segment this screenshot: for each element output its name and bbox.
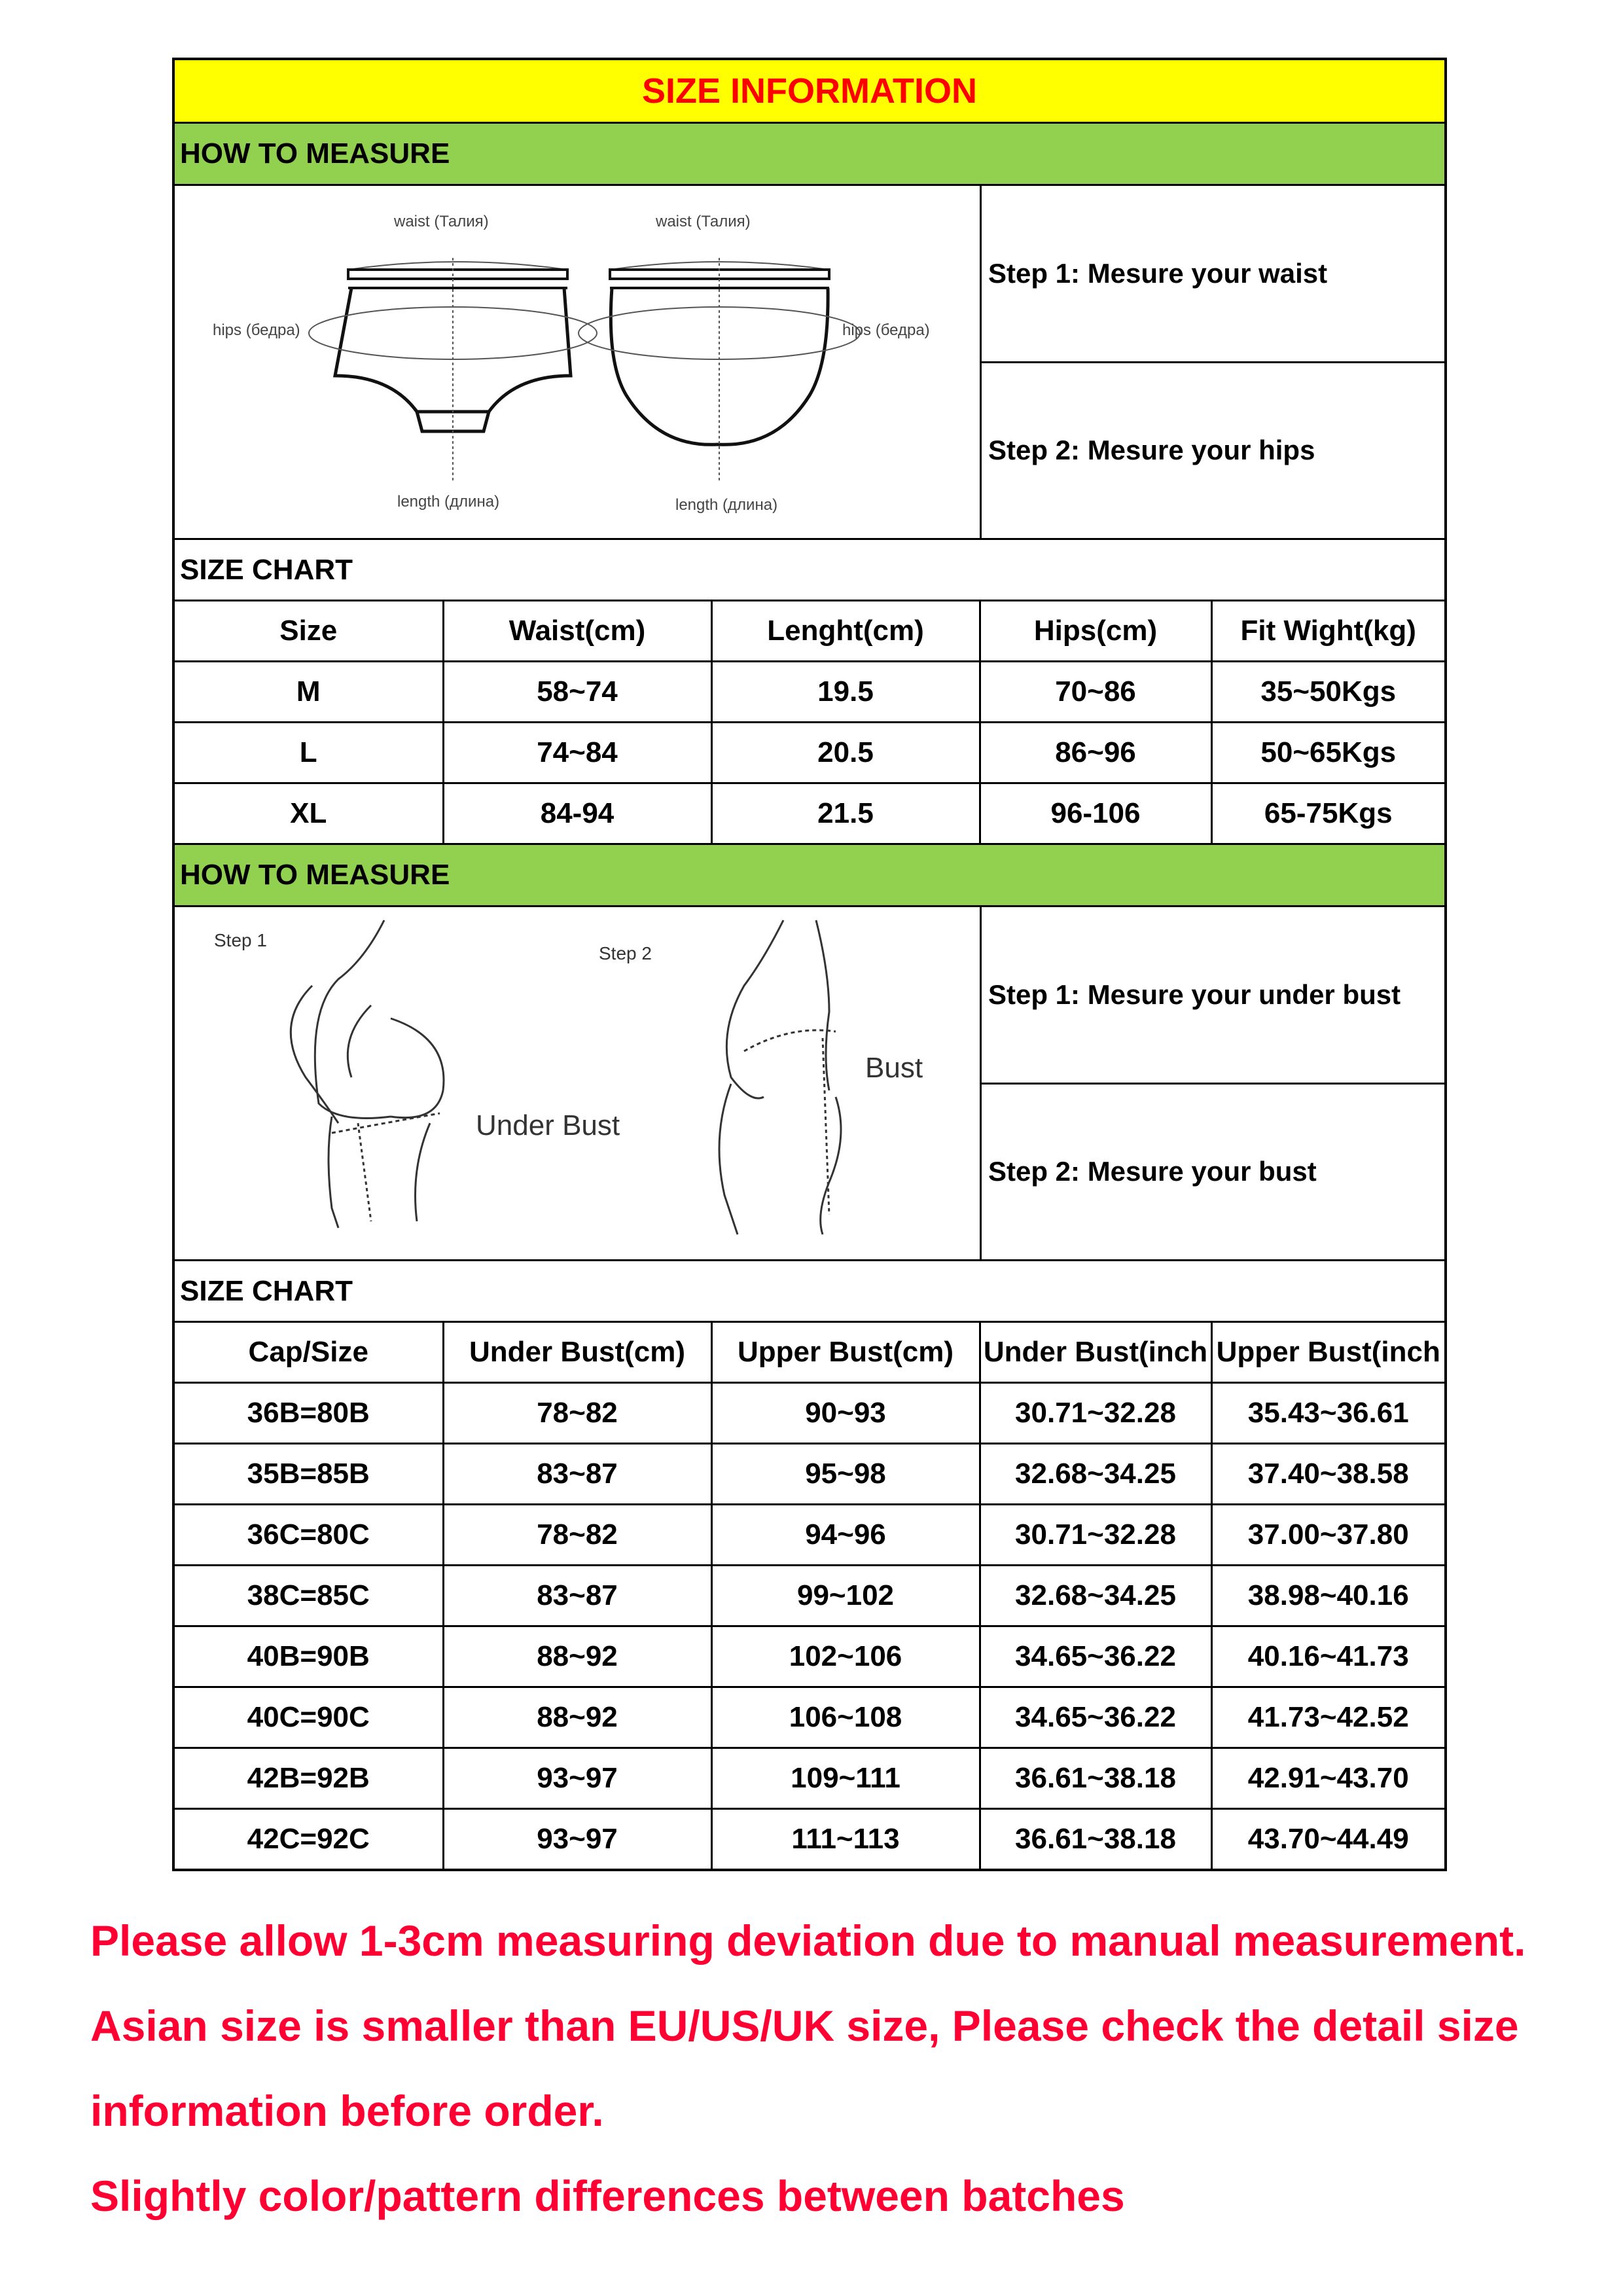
panty-step-2: Step 2: Mesure your hips (982, 361, 1444, 539)
disclaimer-notes (90, 1898, 1596, 2238)
bra-measure-block (175, 907, 1444, 1261)
hips-label-left: hips (бедра) (213, 321, 300, 339)
table-cell: 65-75Kgs (1211, 783, 1444, 844)
table-cell: 40C=90C (175, 1687, 443, 1748)
bra-how-to-measure-heading: HOW TO MEASURE (175, 843, 1444, 907)
waist-label-left: waist (Талия) (394, 213, 489, 230)
length-label-left: length (длина) (397, 493, 500, 511)
table-cell: 36.61~38.18 (980, 1809, 1211, 1869)
table-cell: 42C=92C (175, 1809, 443, 1869)
hips-label-right: hips (бедра) (842, 321, 930, 339)
table-cell: 38.98~40.16 (1211, 1566, 1444, 1626)
table-cell: 36.61~38.18 (980, 1748, 1211, 1809)
table-cell: 74~84 (443, 723, 711, 783)
table-row (175, 1505, 1444, 1566)
table-cell: 83~87 (443, 1566, 711, 1626)
bra-measure-illustration (175, 907, 982, 1259)
table-cell: 37.40~38.58 (1211, 1444, 1444, 1505)
table-row (175, 1566, 1444, 1626)
table-row (175, 1383, 1444, 1444)
bust-figure-label: Bust (865, 1052, 923, 1084)
table-cell: 37.00~37.80 (1211, 1505, 1444, 1566)
table-cell: 90~93 (711, 1383, 980, 1444)
column-header: Size (175, 601, 443, 662)
bra-size-chart-label: SIZE CHART (175, 1261, 1444, 1323)
bra-step2-figure-label: Step 2 (599, 943, 652, 963)
table-cell: 93~97 (443, 1809, 711, 1869)
table-cell: 34.65~36.22 (980, 1626, 1211, 1687)
note-line: Please allow 1-3cm measuring deviation due to manual measurement. (90, 1916, 1526, 1965)
table-cell: 32.68~34.25 (980, 1566, 1211, 1626)
column-header: Hips(cm) (980, 601, 1211, 662)
panty-size-chart-label: SIZE CHART (175, 540, 1444, 601)
bra-step-1: Step 1: Mesure your under bust (988, 978, 1401, 1010)
bra-step1-figure-label: Step 1 (214, 930, 267, 950)
note-line: Slightly color/pattern differences between batches (90, 2172, 1125, 2220)
table-row (175, 1626, 1444, 1687)
table-cell: 35.43~36.61 (1211, 1383, 1444, 1444)
panty-how-to-measure-heading: HOW TO MEASURE (175, 124, 1444, 186)
waist-label-right: waist (Талия) (656, 213, 751, 230)
panty-steps (982, 186, 1444, 538)
table-cell: 35B=85B (175, 1444, 443, 1505)
table-row (175, 783, 1444, 844)
table-cell: 36C=80C (175, 1505, 443, 1566)
table-cell: 50~65Kgs (1211, 723, 1444, 783)
table-cell: 40.16~41.73 (1211, 1626, 1444, 1687)
table-row (175, 1809, 1444, 1869)
table-cell: 78~82 (443, 1383, 711, 1444)
table-row (175, 1444, 1444, 1505)
table-cell: 94~96 (711, 1505, 980, 1566)
column-header: Under Bust(inch (980, 1323, 1211, 1383)
table-header-row (175, 1323, 1444, 1383)
table-cell: L (175, 723, 443, 783)
panty-measure-block (175, 186, 1444, 540)
column-header: Fit Wight(kg) (1211, 601, 1444, 662)
column-header: Under Bust(cm) (443, 1323, 711, 1383)
table-cell: 43.70~44.49 (1211, 1809, 1444, 1869)
table-cell: 95~98 (711, 1444, 980, 1505)
table-cell: 102~106 (711, 1626, 980, 1687)
table-cell: 70~86 (980, 662, 1211, 723)
table-cell: 20.5 (711, 723, 980, 783)
table-cell: 109~111 (711, 1748, 980, 1809)
table-cell: 106~108 (711, 1687, 980, 1748)
table-cell: 99~102 (711, 1566, 980, 1626)
size-information-sheet (172, 58, 1447, 1871)
note-line: information before order. (90, 2087, 604, 2135)
table-cell: M (175, 662, 443, 723)
column-header: Lenght(cm) (711, 601, 980, 662)
column-header: Waist(cm) (443, 601, 711, 662)
table-cell: 88~92 (443, 1687, 711, 1748)
table-cell: 38C=85C (175, 1566, 443, 1626)
table-cell: XL (175, 783, 443, 844)
table-cell: 111~113 (711, 1809, 980, 1869)
table-cell: 40B=90B (175, 1626, 443, 1687)
table-row (175, 723, 1444, 783)
table-cell: 42B=92B (175, 1748, 443, 1809)
table-cell: 30.71~32.28 (980, 1383, 1211, 1444)
table-header-row (175, 601, 1444, 662)
column-header: Upper Bust(cm) (711, 1323, 980, 1383)
table-row (175, 1748, 1444, 1809)
table-row (175, 662, 1444, 723)
table-cell: 36B=80B (175, 1383, 443, 1444)
table-row (175, 1687, 1444, 1748)
panty-measure-illustration (175, 186, 982, 538)
bra-step-2: Step 2: Mesure your bust (982, 1083, 1444, 1260)
table-cell: 83~87 (443, 1444, 711, 1505)
table-cell: 42.91~43.70 (1211, 1748, 1444, 1809)
table-cell: 58~74 (443, 662, 711, 723)
table-cell: 41.73~42.52 (1211, 1687, 1444, 1748)
under-bust-figure-label: Under Bust (476, 1109, 620, 1141)
column-header: Cap/Size (175, 1323, 443, 1383)
table-cell: 35~50Kgs (1211, 662, 1444, 723)
table-cell: 34.65~36.22 (980, 1687, 1211, 1748)
bra-size-table (175, 1323, 1444, 1869)
table-cell: 96-106 (980, 783, 1211, 844)
table-cell: 84-94 (443, 783, 711, 844)
table-cell: 93~97 (443, 1748, 711, 1809)
bra-steps (982, 907, 1444, 1259)
column-header: Upper Bust(inch (1211, 1323, 1444, 1383)
panty-size-table (175, 601, 1444, 843)
table-cell: 30.71~32.28 (980, 1505, 1211, 1566)
table-cell: 19.5 (711, 662, 980, 723)
table-cell: 32.68~34.25 (980, 1444, 1211, 1505)
table-cell: 86~96 (980, 723, 1211, 783)
table-cell: 21.5 (711, 783, 980, 844)
table-cell: 78~82 (443, 1505, 711, 1566)
note-line: Asian size is smaller than EU/US/UK size, Please check the detail size (90, 2001, 1519, 2050)
length-label-right: length (длина) (675, 496, 778, 514)
panty-measure-figure (175, 186, 980, 538)
panty-step-1: Step 1: Mesure your waist (988, 257, 1328, 289)
table-cell: 88~92 (443, 1626, 711, 1687)
bra-measure-figure (175, 907, 980, 1259)
page-title: SIZE INFORMATION (175, 60, 1444, 124)
